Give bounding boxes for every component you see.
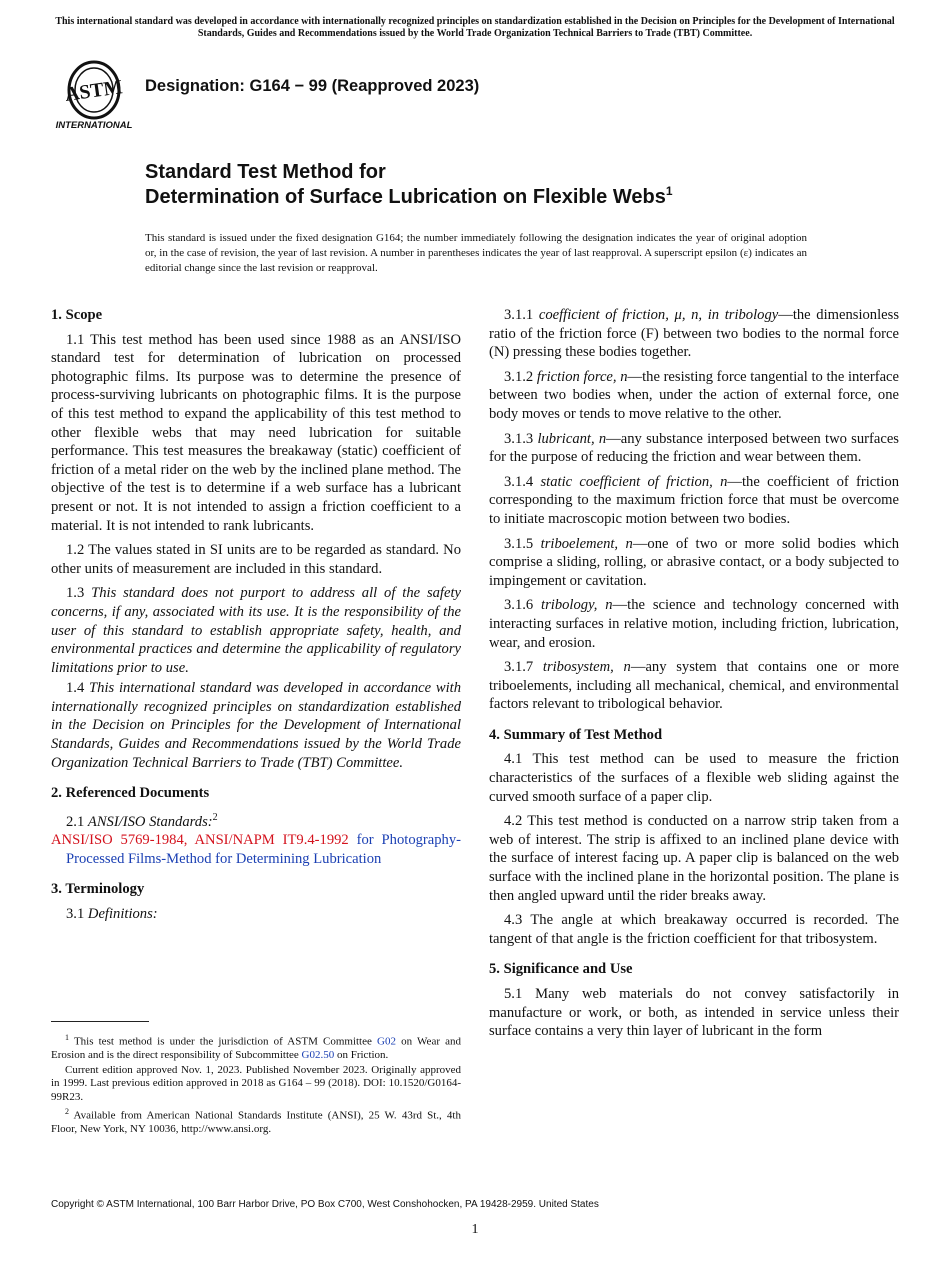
section-5-heading: 5. Significance and Use bbox=[489, 961, 633, 978]
footnote-1-link-g0250[interactable]: G02.50 bbox=[301, 1049, 335, 1062]
definition-number: 3.1.4 bbox=[504, 473, 534, 490]
section-3-heading: 3. Terminology bbox=[51, 881, 145, 898]
definition-term: friction force, n bbox=[536, 368, 628, 385]
section-4-heading: 4. Summary of Test Method bbox=[489, 726, 663, 743]
definition-item bbox=[489, 535, 899, 591]
designation: Designation: G164 − 99 (Reapproved 2023) bbox=[145, 77, 480, 95]
referenced-standard-code[interactable]: ANSI/ISO 5769-1984, ANSI/NAPM IT9.4-1992 bbox=[51, 832, 349, 849]
right-column bbox=[489, 306, 899, 1041]
title-footnote-ref[interactable]: 1 bbox=[665, 184, 673, 198]
definition-text: —one of two or more solid bodies which comprise a sliding, rolling, or abrasive contact, or a body subjected to impingement or cavitation. bbox=[489, 535, 900, 589]
para-1-2: 1.2 The values stated in SI units are to be regarded as standard. No other units of measurement are included in this standard. bbox=[51, 542, 461, 577]
definition-text: —any substance interposed between two surfaces for the purpose of reducing the friction and wear between them. bbox=[489, 430, 899, 466]
footnotes bbox=[51, 1031, 461, 1138]
title-line-1: Standard Test Method for bbox=[145, 161, 386, 183]
astm-logo-wordmark: ASTM bbox=[63, 76, 124, 106]
section-2-heading: 2. Referenced Documents bbox=[51, 785, 210, 802]
definition-text: —the dimensionless ratio of the friction force (F) between two bodies to the normal force (N) pressing these bodies together. bbox=[489, 307, 899, 361]
para-5-1: 5.1 Many web materials do not convey satisfactorily in manufacture or work, or both, as intended in service unless their surface contains a very thin layer of lubricant in the form bbox=[489, 986, 899, 1040]
referenced-standard-title[interactable]: for Photography-Processed Films-Method for Determining Lubrication bbox=[66, 832, 461, 867]
definition-term: tribology, n bbox=[541, 597, 613, 614]
astm-logo-icon bbox=[54, 57, 134, 132]
definition-item bbox=[489, 596, 899, 652]
definition-text: —the resisting force tangential to the interface between two bodies when, under the action of external force, one body moves or tends to move relative to the other. bbox=[489, 368, 899, 422]
definition-term: static coefficient of friction, n bbox=[540, 473, 728, 490]
para-3-1 bbox=[51, 905, 461, 924]
para-4-1: 4.1 This test method can be used to measure the friction characteristics of the surfaces of a flexible web sliding against the curved smooth surface of a paper clip. bbox=[489, 751, 899, 805]
issuance-note: This standard is issued under the fixed designation G164; the number immediately following the designation indicates the year of original adoption or, in the case of revision, the year of last revision. A number in parentheses indicates the year of last reapproval. A superscript epsilon (ε) indicates an editorial change since the last revision or reapproval. bbox=[145, 232, 807, 274]
definition-term: coefficient of friction, μ, n, in tribology bbox=[538, 307, 779, 323]
footnote-1-text-c: on Friction. bbox=[336, 1049, 389, 1062]
astm-logo bbox=[54, 57, 134, 132]
definition-item bbox=[489, 368, 899, 424]
para-4-2: 4.2 This test method is conducted on a narrow strip taken from a web of interest. The strip is affixed to an inclined plane device with the surface of interest facing up. A paper clip is balanced on the web surface with the inclined plane in the horizontal position. The plane is then angled upward until the rider breaks away. bbox=[489, 813, 899, 904]
definition-text: —the coefficient of friction corresponding to the maximum friction force that must be overcome to initiate macroscopic motion between two bodies. bbox=[489, 473, 899, 527]
definition-term: tribosystem, n bbox=[542, 659, 631, 676]
para-1-4 bbox=[51, 679, 461, 772]
definition-item bbox=[489, 306, 899, 362]
para-2-1 bbox=[51, 809, 461, 831]
footnote-1 bbox=[51, 1031, 461, 1063]
para-1-3-num: 1.3 bbox=[66, 585, 85, 602]
definition-item bbox=[489, 430, 899, 467]
definition-number: 3.1.5 bbox=[504, 535, 534, 552]
footnote-1-text-a: This test method is under the jurisdiction of ASTM Committee bbox=[73, 1035, 372, 1048]
copyright-line: Copyright © ASTM International, 100 Barr Harbor Drive, PO Box C700, West Conshohocken, PA 19428-2959. United States bbox=[51, 1199, 599, 1210]
para-3-1-text: Definitions: bbox=[87, 906, 158, 923]
definition-number: 3.1.6 bbox=[504, 597, 534, 614]
footnote-1-edition: Current edition approved Nov. 1, 2023. Published November 2023. Originally approved in 1999. Last previous edition approved in 2018 as G164 – 99 (2018). DOI: 10.1520/G0164-99R23. bbox=[51, 1063, 461, 1103]
footnote-2 bbox=[51, 1105, 461, 1137]
footnote-2-text: Available from American National Standards Institute (ANSI), 25 W. 43rd St., 4th Floor, New York, NY 10036, http://www.ansi.org. bbox=[51, 1109, 461, 1136]
para-4-3: 4.3 The angle at which breakaway occurred is recorded. The tangent of that angle is the friction coefficient for that tribosystem. bbox=[489, 912, 899, 947]
title-line-2-text: Determination of Surface Lubrication on Flexible Webs bbox=[145, 186, 666, 208]
definitions-list bbox=[489, 306, 899, 714]
top-notice: This international standard was developed in accordance with internationally recognized principles on standardization established in the Decision on Principles for the Development of International Standards, Guides and Recommendations issued by the World Trade Organization Technical Barriers to Trade (TBT) Committee. bbox=[55, 16, 895, 39]
definition-text: —any system that contains one or more triboelements, including all mechanical, chemical, and environmental factors relevant to tribological behavior. bbox=[489, 659, 899, 713]
footnote-1-link-g02[interactable]: G02 bbox=[377, 1035, 396, 1048]
footnote-1-text-b: on Wear and Erosion and is the direct responsibility of Subcommittee bbox=[51, 1035, 462, 1062]
definition-number: 3.1.1 bbox=[504, 307, 534, 323]
referenced-standard[interactable] bbox=[51, 831, 461, 868]
definition-number: 3.1.2 bbox=[504, 368, 534, 385]
definition-item bbox=[489, 658, 899, 714]
footnote-divider bbox=[51, 1021, 149, 1022]
para-1-3-text: This standard does not purport to address all of the safety concerns, if any, associated with its use. It is the responsibility of the user of this standard to establish appropriate safety, health, and environmental practices and determine the applicability of regulatory limitations prior to use. bbox=[51, 585, 461, 676]
page-number: 1 bbox=[471, 1222, 479, 1237]
para-2-1-num: 2.1 bbox=[66, 813, 85, 830]
definition-number: 3.1.7 bbox=[504, 659, 534, 676]
section-1-heading: 1. Scope bbox=[51, 307, 103, 323]
para-2-1-footnote-ref[interactable]: 2 bbox=[212, 811, 218, 823]
para-1-4-num: 1.4 bbox=[66, 680, 85, 697]
document-title bbox=[145, 160, 673, 212]
definition-text: —the science and technology concerned with interacting surfaces in relative motion, including friction, lubrication, wear, and erosion. bbox=[489, 597, 899, 651]
definition-item bbox=[489, 473, 899, 529]
para-3-1-num: 3.1 bbox=[66, 906, 85, 923]
footnote-1-num: 1 bbox=[65, 1033, 69, 1042]
para-1-4-text: This international standard was developed in accordance with internationally recognized principles on standardization established in the Decision on Principles for the Development of International Standards, Guides and Recommendations issued by the World Trade Organization Technical Barriers to Trade (TBT) Committee. bbox=[51, 680, 462, 771]
para-1-3 bbox=[51, 584, 461, 677]
left-column bbox=[51, 306, 461, 924]
footnote-2-num: 2 bbox=[65, 1107, 69, 1117]
astm-logo-subtitle: INTERNATIONAL bbox=[55, 120, 133, 131]
definition-number: 3.1.3 bbox=[504, 430, 534, 447]
para-1-1: 1.1 This test method has been used since 1988 as an ANSI/ISO standard test for determination of lubrication on processed photographic films. Its purpose was to determine the presence of process-surviving lubricants on photographic films. It is the purpose of this test method to expand the applicability of this test method to other flexible webs that may need lubrication for suitable performance. This test measures the breakaway (static) coefficient of friction of a metal rider on the web by the inclined plane method. The objective of the test is to determine if a web surface has a lubricant present or not. It is not intended to assign a friction coefficient to a material. It is not intended to rank lubricants. bbox=[51, 331, 461, 534]
definition-term: triboelement, n bbox=[540, 535, 633, 552]
title-line-2 bbox=[145, 185, 673, 212]
para-2-1-text: ANSI/ISO Standards: bbox=[87, 813, 213, 830]
definition-term: lubricant, n bbox=[537, 430, 607, 447]
